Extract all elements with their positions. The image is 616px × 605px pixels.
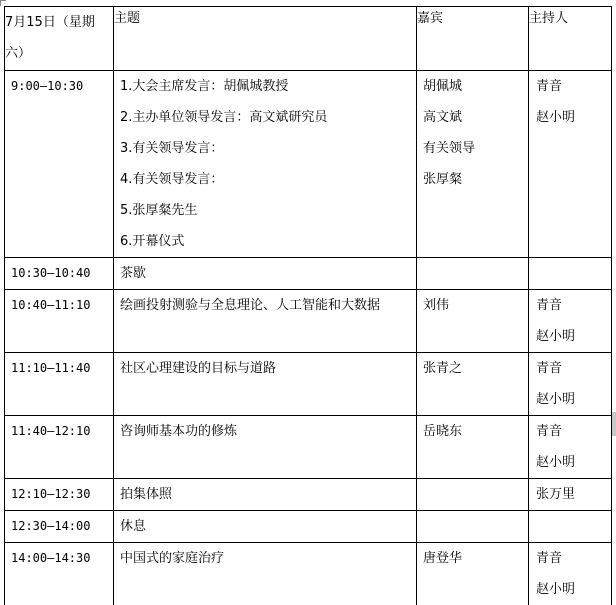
topic-cell — [114, 258, 417, 290]
guest-cell — [417, 479, 529, 511]
time-text: 10:30—10:40 — [11, 266, 91, 280]
time-cell — [5, 290, 114, 353]
topic-line: 6.开幕仪式 — [120, 234, 185, 249]
guest-cell — [417, 290, 529, 353]
time-text: 12:10—12:30 — [11, 487, 91, 501]
host-cell — [529, 416, 612, 479]
guest-name: 刘伟 — [423, 298, 450, 313]
topic-cell — [114, 290, 417, 353]
host-name: 赵小明 — [536, 582, 576, 597]
header-row — [5, 7, 612, 71]
time-cell — [5, 543, 114, 605]
header-topic: 主题 — [114, 7, 417, 71]
guest-cell — [417, 543, 529, 605]
topic-cell — [114, 353, 417, 416]
topic-cell — [114, 71, 417, 258]
guest-cell — [417, 353, 529, 416]
header-guest: 嘉宾 — [417, 7, 529, 71]
host-name: 张万里 — [536, 487, 576, 502]
guest-name: 张青之 — [423, 361, 463, 376]
host-cell — [529, 290, 612, 353]
host-name: 青音 — [536, 424, 563, 439]
topic-line: 1.大会主席发言：胡佩城教授 — [120, 79, 289, 94]
host-cell — [529, 258, 612, 290]
time-text: 12:30—14:00 — [11, 519, 91, 533]
table-row — [5, 353, 612, 416]
time-text: 11:40—12:10 — [11, 424, 91, 438]
time-text: 10:40—11:10 — [11, 298, 91, 312]
guest-name: 有关领导 — [423, 141, 476, 156]
topic-line: 拍集体照 — [120, 487, 173, 502]
host-name: 青音 — [536, 551, 563, 566]
time-cell — [5, 479, 114, 511]
header-date: 7月15日（星期六） — [5, 7, 114, 71]
schedule-table — [4, 6, 612, 605]
topic-cell — [114, 479, 417, 511]
host-cell — [529, 71, 612, 258]
host-name: 青音 — [536, 79, 563, 94]
host-name: 赵小明 — [536, 110, 576, 125]
host-cell — [529, 479, 612, 511]
scrollbar-thumb[interactable] — [612, 412, 616, 436]
topic-line: 中国式的家庭治疗 — [120, 551, 225, 566]
topic-cell — [114, 416, 417, 479]
topic-line: 4.有关领导发言： — [120, 172, 224, 187]
topic-line: 绘画投射测验与全息理论、人工智能和大数据 — [120, 298, 381, 313]
host-cell — [529, 353, 612, 416]
time-cell — [5, 416, 114, 479]
host-name: 赵小明 — [536, 392, 576, 407]
table-row — [5, 290, 612, 353]
host-cell — [529, 511, 612, 543]
time-cell — [5, 258, 114, 290]
topic-cell — [114, 543, 417, 605]
host-name: 青音 — [536, 298, 563, 313]
host-name: 青音 — [536, 361, 563, 376]
topic-line: 茶歇 — [120, 266, 147, 281]
guest-name: 胡佩城 — [423, 79, 463, 94]
topic-cell — [114, 511, 417, 543]
topic-line: 3.有关领导发言： — [120, 141, 224, 156]
time-cell — [5, 71, 114, 258]
topic-line: 休息 — [120, 519, 147, 534]
host-name: 赵小明 — [536, 329, 576, 344]
topic-line: 5.张厚粲先生 — [120, 203, 198, 218]
guest-cell — [417, 416, 529, 479]
host-name: 赵小明 — [536, 455, 576, 470]
time-cell — [5, 511, 114, 543]
guest-name: 唐登华 — [423, 551, 463, 566]
guest-cell — [417, 511, 529, 543]
time-text: 14:00—14:30 — [11, 551, 91, 565]
guest-name: 高文斌 — [423, 110, 463, 125]
topic-line: 咨询师基本功的修炼 — [120, 424, 238, 439]
guest-name: 张厚粲 — [423, 172, 463, 187]
guest-cell — [417, 258, 529, 290]
topic-line: 社区心理建设的目标与道路 — [120, 361, 277, 376]
header-host: 主持人 — [529, 7, 612, 71]
host-cell — [529, 543, 612, 605]
time-text: 9:00—10:30 — [11, 79, 84, 93]
topic-line: 2.主办单位领导发言：高文斌研究员 — [120, 110, 328, 125]
table-row — [5, 416, 612, 479]
table-row — [5, 479, 612, 511]
time-cell — [5, 353, 114, 416]
table-row — [5, 71, 612, 258]
guest-name: 岳晓东 — [423, 424, 463, 439]
table-row — [5, 511, 612, 543]
guest-cell — [417, 71, 529, 258]
table-row — [5, 258, 612, 290]
table-row — [5, 543, 612, 605]
time-text: 11:10—11:40 — [11, 361, 91, 375]
